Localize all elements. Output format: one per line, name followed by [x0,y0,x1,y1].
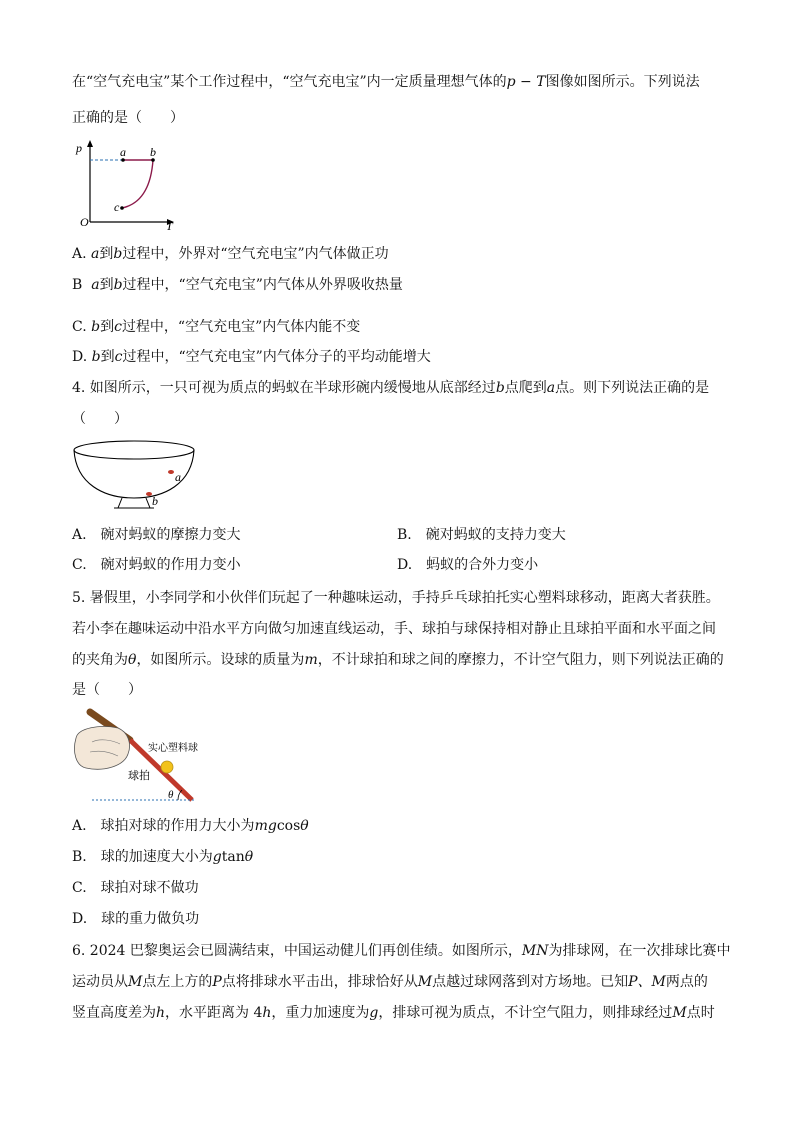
q5-option-c[interactable]: C. 球拍对球不做功 [72,880,199,896]
q5-stem-line2: 若小李在趣味运动中沿水平方向做匀加速直线运动，手、球拍与球保持相对静止且球拍平面和水平面之间 [72,621,716,637]
bowl-rim [74,441,194,459]
q3-option-c[interactable]: C. b到c过程中，“空气充电宝”内气体内能不变 [72,319,361,335]
q3-pt-graph [70,138,180,232]
label-b: b [150,145,156,159]
q3-option-a[interactable]: A. a到b过程中，外界对“空气充电宝”内气体做正功 [72,246,389,262]
q6-stem-line1: 6. 2024 巴黎奥运会已圆满结束，中国运动健儿们再创佳绩。如图所示，MN为排球网，在一次排球比赛中 [72,943,731,959]
q3-stem-line1: 在“空气充电宝”某个工作过程中，“空气充电宝”内一定质量理想气体的p − T图像如图所示。下列说法 [72,74,700,90]
ant-at-a-icon [168,470,174,474]
label-a: a [175,470,181,484]
q4-option-a[interactable]: A. 碗对蚂蚁的摩擦力变大 [72,527,241,543]
q5-option-a[interactable]: A. 球拍对球的作用力大小为mgcosθ [72,818,309,834]
q4-option-d[interactable]: D. 蚂蚁的合外力变小 [397,557,539,573]
label-c: c [114,200,120,214]
q5-option-d[interactable]: D. 球的重力做负功 [72,911,200,927]
plastic-ball-icon [161,761,173,773]
ball-label: 实心塑料球 [148,743,198,754]
q3-var-pt: p − T [506,74,546,90]
q4-option-b[interactable]: B. 碗对蚂蚁的支持力变大 [397,527,566,543]
hand-icon [74,726,129,769]
curve-bc [122,160,153,208]
q5-option-b[interactable]: B. 球的加速度大小为gtanθ [72,849,254,865]
label-b: b [152,494,158,508]
q4-bowl-figure [70,436,200,516]
q5-stem-line3: 的夹角为θ，如图所示。设球的质量为m，不计球拍和球之间的摩擦力，不计空气阻力，则下列说法正确的 [72,652,724,668]
q4-stem-line1: 4. 如图所示，一只可视为质点的蚂蚁在半球形碗内缓慢地从底部经过b点爬到a点。则下列说法正确的是 [72,380,710,396]
q4-option-c[interactable]: C. 碗对蚂蚁的作用力变小 [72,557,241,573]
label-a: a [120,145,126,159]
q3-option-d[interactable]: D. b到c过程中，“空气充电宝”内气体分子的平均动能增大 [72,349,431,365]
q5-racket-figure [70,708,210,804]
label-T: T [166,219,173,232]
theta-label: θ [168,789,174,801]
label-p: p [76,141,82,155]
point-c [120,206,124,210]
label-O: O [80,215,89,229]
p-axis-arrow-icon [87,140,93,147]
bowl-foot [118,498,150,508]
q5-stem-line1: 5. 暑假里，小李同学和小伙伴们玩起了一种趣味运动，手持乒乓球拍托实心塑料球移动，距离大者获胜。 [72,590,720,606]
q3-stem-line2: 正确的是（ ） [72,110,184,126]
racket-label: 球拍 [128,770,150,782]
q6-stem-line3: 竖直高度差为h，水平距离为 4h，重力加速度为g，排球可视为质点，不计空气阻力，则排球经过M点时 [72,1005,715,1021]
q4-stem-line2: （ ） [72,411,128,427]
q6-stem-line2: 运动员从M点左上方的P点将排球水平击出，排球恰好从M点越过球网落到对方场地。已知P、M两点的 [72,974,708,990]
q5-stem-line4: 是（ ） [72,682,142,698]
q3-option-b[interactable]: B a到b过程中，“空气充电宝”内气体从外界吸收热量 [72,277,403,293]
